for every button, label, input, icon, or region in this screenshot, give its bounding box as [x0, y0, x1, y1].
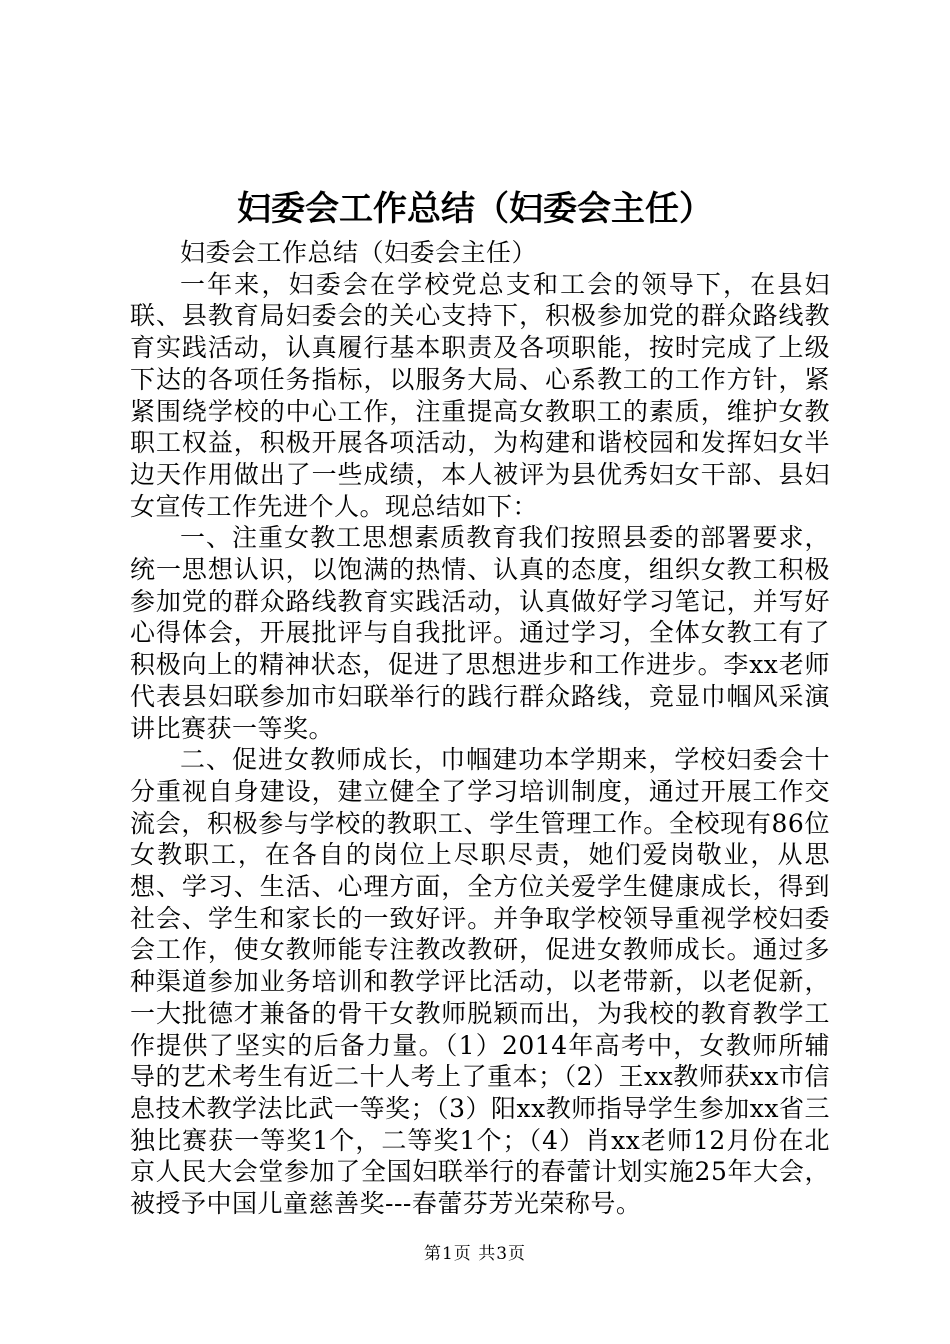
paragraph-subtitle: 妇委会工作总结（妇委会主任）: [180, 238, 538, 267]
document-body: [130, 237, 830, 1220]
paragraph-intro: 一年来，妇委会在学校党总支和工会的领导下，在县妇联、县教育局妇委会的关心支持下，积极参加党的群众路线教育实践活动，认真履行基本职责及各项职能，按时完成了上级下达的各项任务指标，以服务大局、心系教工的工作方针，紧紧围绕学校的中心工作，注重提高女教职工的素质，维护女教职工权益，积极开展各项活动，为构建和谐校园和发挥妇女半边天作用做出了一些成绩，本人被评为县优秀妇女干部、县妇女宣传工作先进个人。现总结如下：: [130, 269, 830, 521]
page-number-footer: 第1页 共3页: [423, 1244, 527, 1264]
paragraph-section-1: 一、注重女教工思想素质教育我们按照县委的部署要求，统一思想认识，以饱满的热情、认真的态度，组织女教工积极参加党的群众路线教育实践活动，认真做好学习笔记，并写好心得体会，开展批评与自我批评。通过学习，全体女教工有了积极向上的精神状态，促进了思想进步和工作进步。李xx老师代表县妇联参加市妇联举行的践行群众路线，竞显巾帼风采演讲比赛获一等奖。: [130, 523, 830, 743]
document-title: 妇委会工作总结（妇委会主任）: [237, 189, 713, 229]
paragraph-section-2: 二、促进女教师成长，巾帼建功本学期来，学校妇委会十分重视自身建设，建立健全了学习培训制度，通过开展工作交流会，积极参与学校的教职工、学生管理工作。全校现有86位女教职工，在各自的岗位上尽职尽责，她们爱岗敬业，从思想、学习、生活、心理方面，全方位关爱学生健康成长，得到社会、学生和家长的一致好评。并争取学校领导重视学校妇委会工作，使女教师能专注教改教研，促进女教师成长。通过多种渠道参加业务培训和教学评比活动，以老带新，以老促新，一大批德才兼备的骨干女教师脱颖而出，为我校的教育教学工作提供了坚实的后备力量。（1）2014年高考中，女教师所辅导的艺术考生有近二十人考上了重本；（2）王xx教师获xx市信息技术教学法比武一等奖；（3）阳xx教师指导学生参加xx省三独比赛获一等奖1个，二等奖1个；（4）肖xx老师12月份在北京人民大会堂参加了全国妇联举行的春蕾计划实施25年大会，被授予中国儿童慈善奖---春蕾芬芳光荣称号。: [130, 745, 830, 1219]
